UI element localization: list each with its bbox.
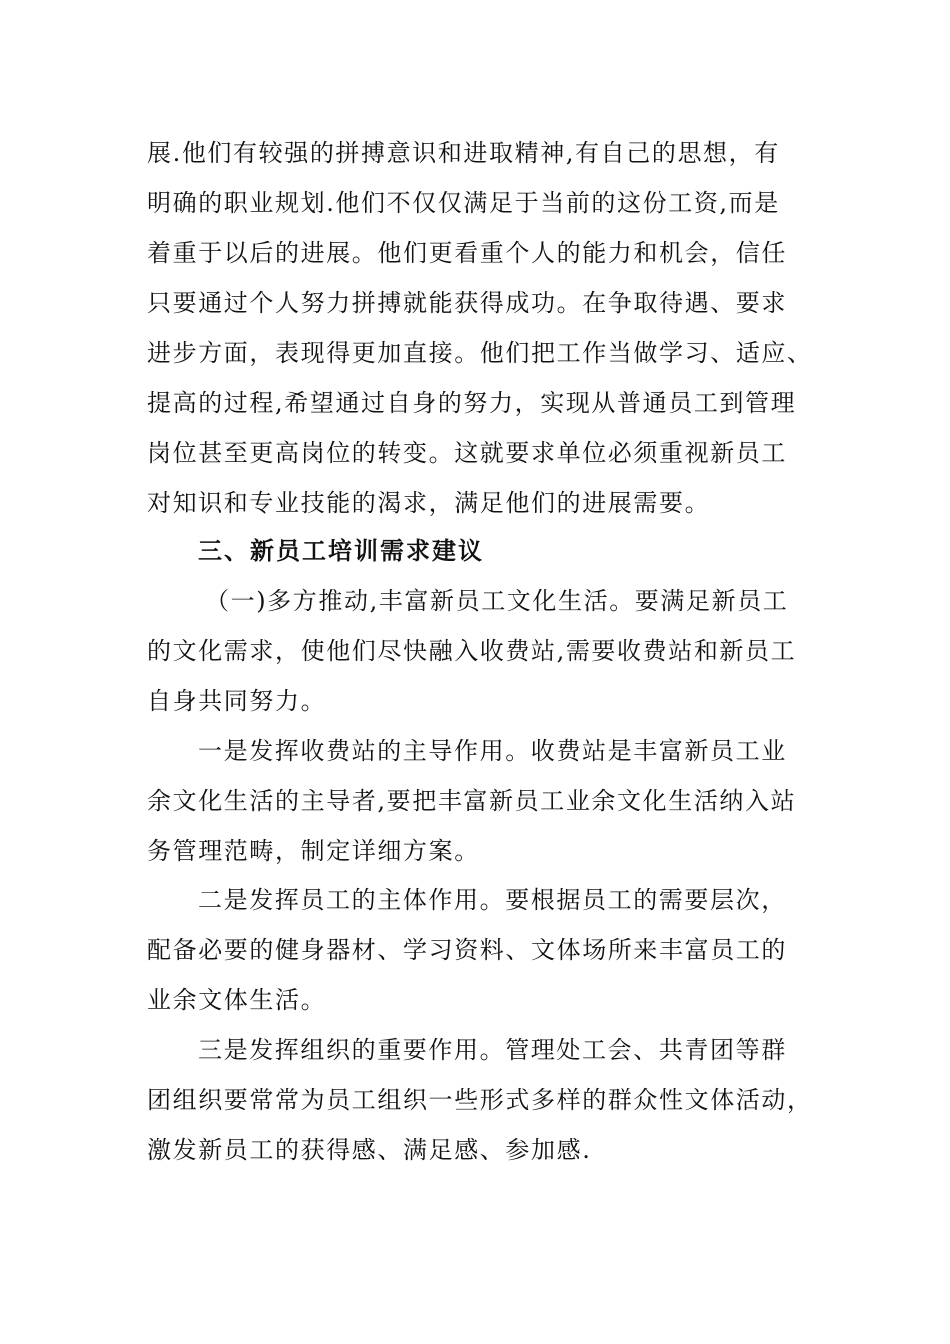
paragraph-line: 三是发挥组织的重要作用。管理处工会、共青团等群 [198,1036,787,1064]
paragraph-line: 一是发挥收费站的主导作用。收费站是丰富新员工业 [198,737,787,765]
paragraph-line: 配备必要的健身器材、学习资料、文体场所来丰富员工的 [147,936,787,964]
paragraph-line: 业余文体生活。 [147,986,327,1014]
paragraph-line: 务管理范畴，制定详细方案。 [147,837,480,865]
paragraph-line: 余文化生活的主导者,要把丰富新员工业余文化生活纳入站 [147,787,797,815]
paragraph-line: 明确的职业规划.他们不仅仅满足于当前的这份工资,而是 [147,189,780,217]
paragraph-line: 提高的过程,希望通过自身的努力，实现从普通员工到管理 [147,389,797,417]
section-heading: 三、新员工培训需求建议 [198,536,484,565]
paragraph-line: 对知识和专业技能的渴求，满足他们的进展需要。 [147,489,711,517]
paragraph-line: 岗位甚至更高岗位的转变。这就要求单位必须重视新员工 [147,439,787,467]
paragraph-line: 团组织要常常为员工组织一些形式多样的群众性文体活动， [147,1086,813,1114]
paragraph-line: 自身共同努力。 [147,687,327,715]
paragraph-line: 着重于以后的进展。他们更看重个人的能力和机会，信任 [147,239,787,267]
subsection-heading-line: （一)多方推动,丰富新员工文化生活。要满足新员工 [205,587,789,615]
paragraph-line: 展.他们有较强的拼搏意识和进取精神,有自己的思想，有 [147,139,780,167]
paragraph-line: 只要通过个人努力拼搏就能获得成功。在争取待遇、要求 [147,289,787,317]
paragraph-line: 二是发挥员工的主体作用。要根据员工的需要层次， [198,886,787,914]
paragraph-line: 的文化需求，使他们尽快融入收费站,需要收费站和新员工 [147,637,797,665]
paragraph-line: 进步方面，表现得更加直接。他们把工作当做学习、适应、 [147,339,813,367]
paragraph-line: 激发新员工的获得感、满足感、参加感. [147,1136,592,1164]
